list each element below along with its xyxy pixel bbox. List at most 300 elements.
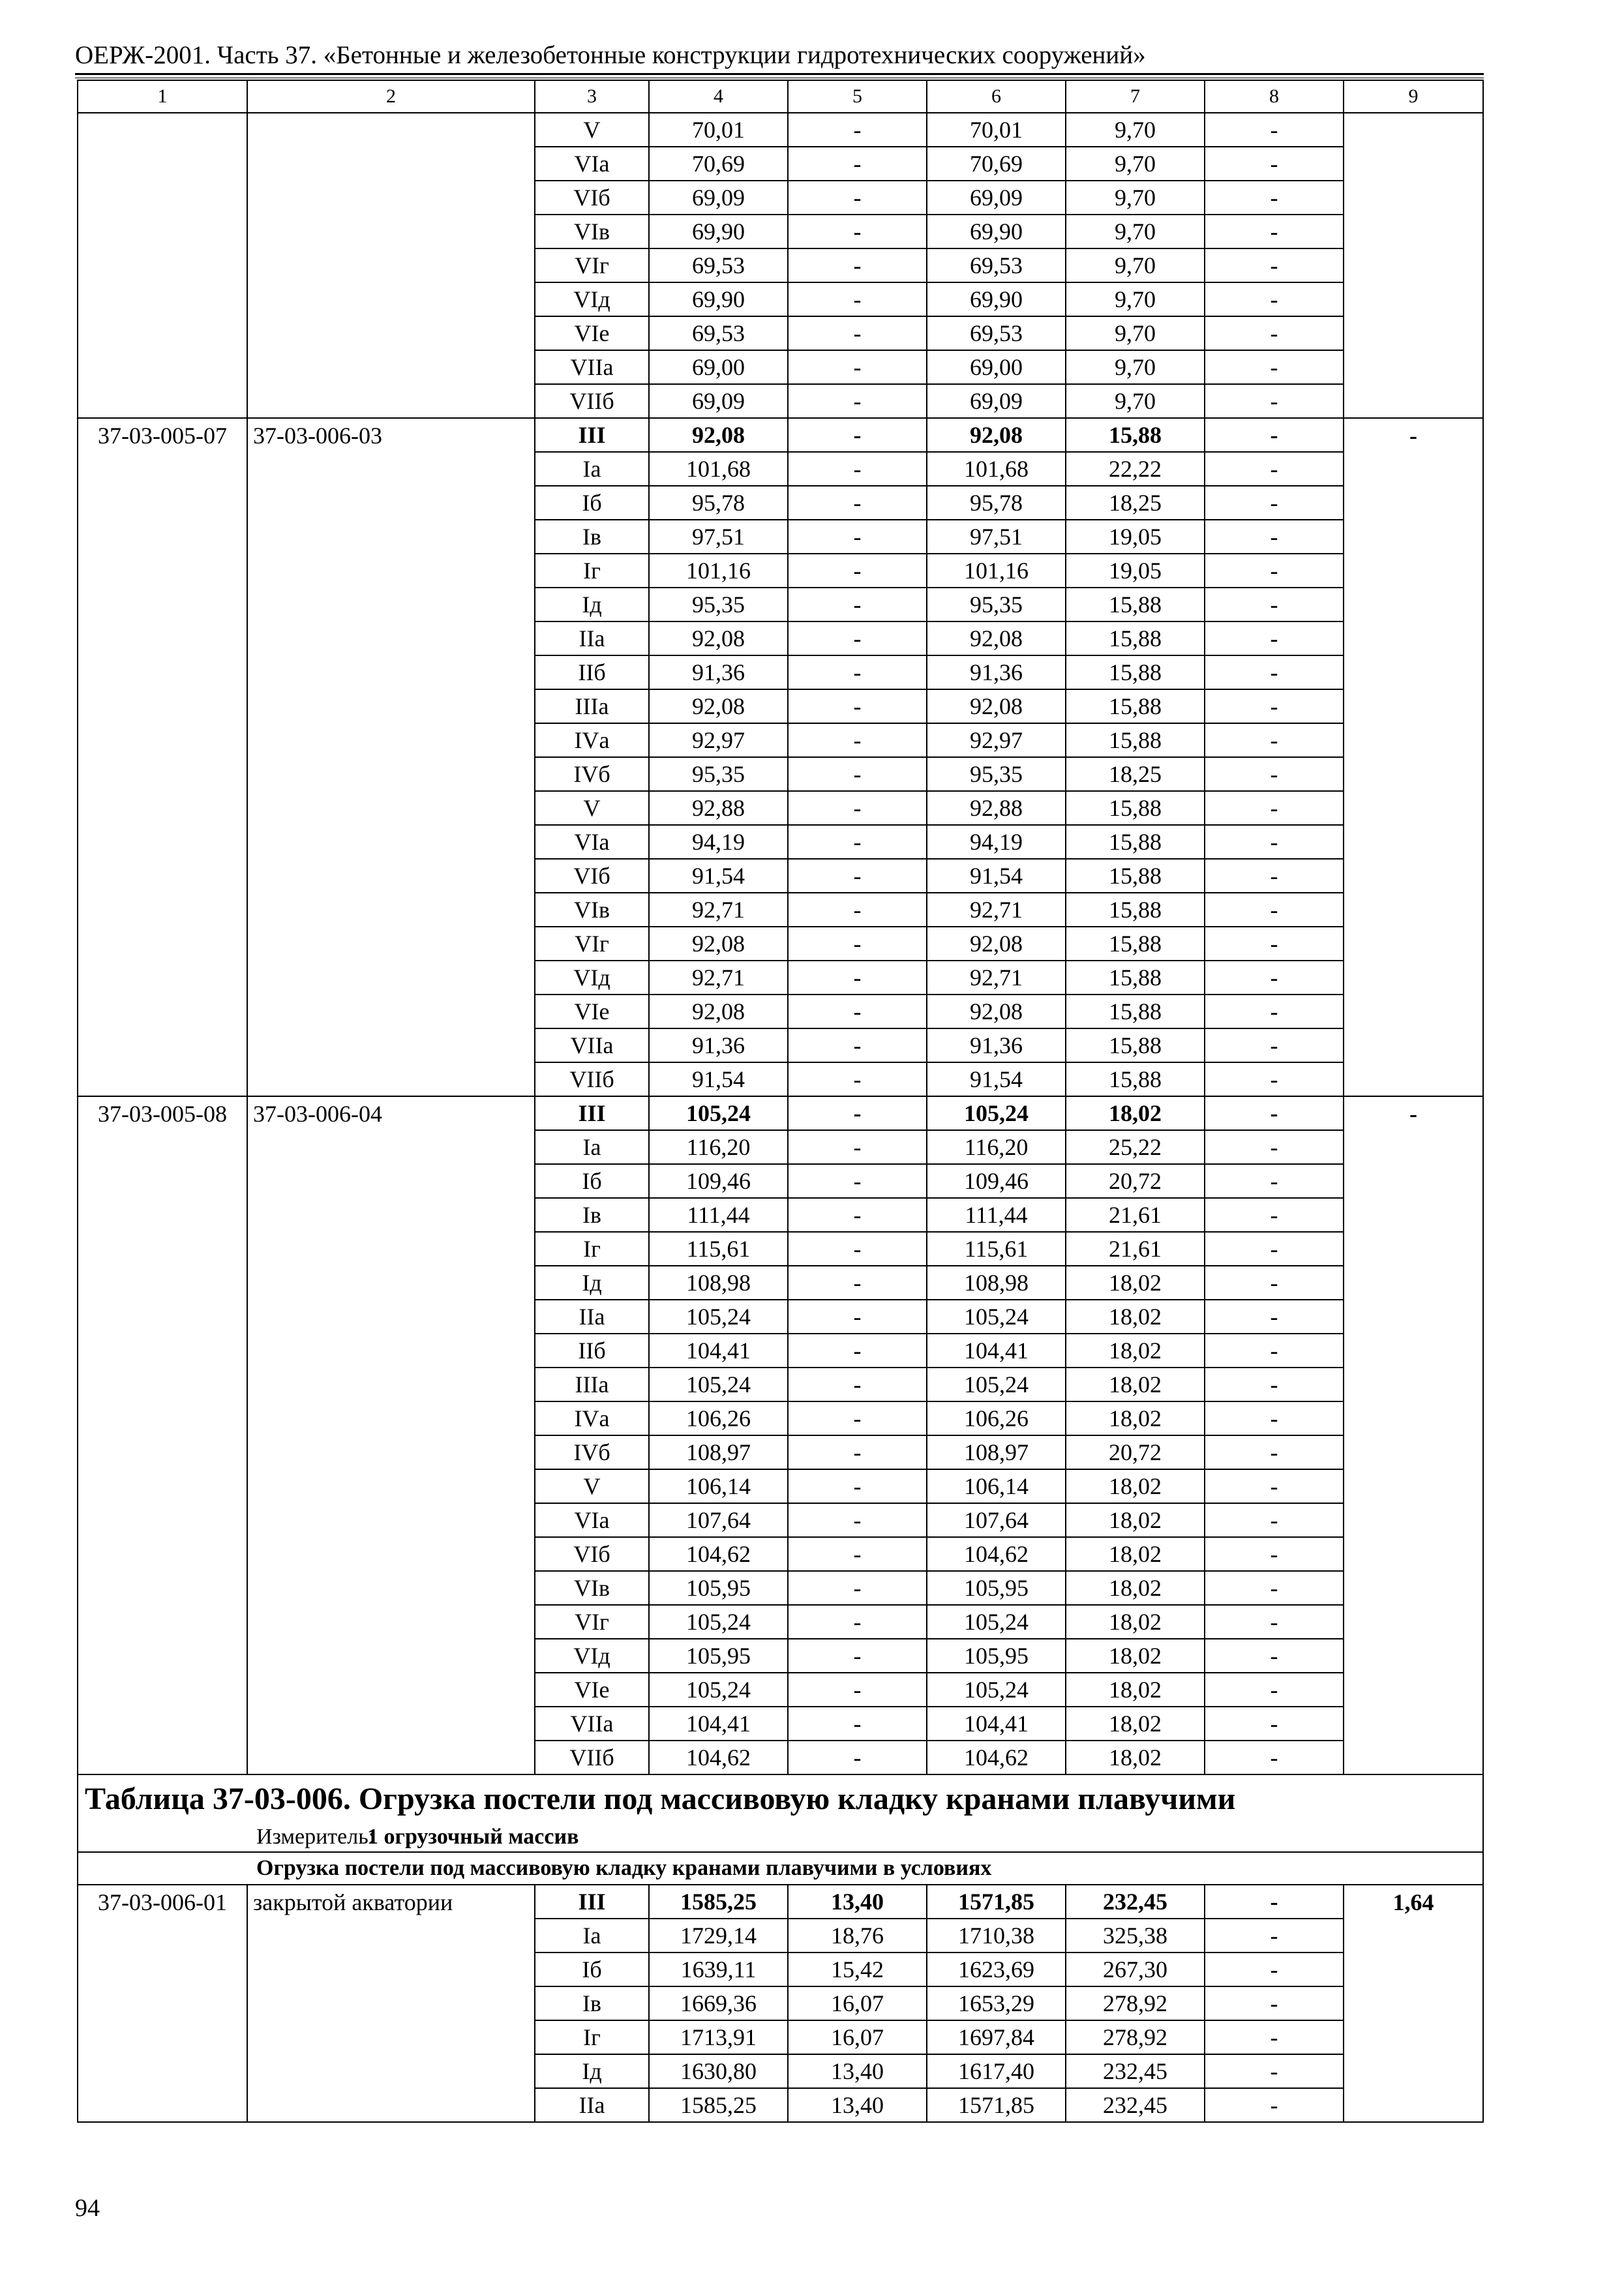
value-cell: - [788, 893, 927, 927]
value-cell: 18,02 [1066, 1571, 1205, 1605]
value-cell: - [788, 723, 927, 757]
value-cell: - [788, 1571, 927, 1605]
value-cell: 1729,14 [649, 1919, 788, 1952]
value-cell: 101,16 [927, 554, 1066, 588]
value-cell: 95,35 [649, 588, 788, 621]
work-code-cell: 37-03-006-04 [247, 1096, 535, 1774]
value-cell: - [1205, 2054, 1344, 2088]
value-cell: 106,14 [649, 1469, 788, 1503]
value-cell: V [535, 1469, 649, 1503]
value-cell: - [1205, 791, 1344, 825]
value-cell: - [788, 1707, 927, 1741]
value-cell: 15,88 [1066, 621, 1205, 655]
value-cell: VIе [535, 316, 649, 350]
table-title-row [78, 1774, 1483, 1822]
value-cell: VIа [535, 825, 649, 859]
value-cell: 69,09 [649, 384, 788, 418]
value-cell: 116,20 [649, 1130, 788, 1164]
value-cell: - [1205, 961, 1344, 995]
value-cell: - [1205, 1232, 1344, 1266]
value-cell: VIг [535, 927, 649, 961]
value-cell: 20,72 [1066, 1164, 1205, 1198]
value-cell: 9,70 [1066, 147, 1205, 181]
value-cell: 18,02 [1066, 1673, 1205, 1707]
value-cell: 91,54 [927, 1062, 1066, 1096]
value-cell: 104,62 [927, 1741, 1066, 1774]
value-cell: VIв [535, 1571, 649, 1605]
value-cell: - [1205, 995, 1344, 1028]
value-cell: 95,35 [927, 757, 1066, 791]
value-cell: 92,08 [927, 927, 1066, 961]
value-cell: - [1205, 520, 1344, 554]
value-cell: 95,35 [649, 757, 788, 791]
value-cell: 104,41 [649, 1334, 788, 1368]
value-cell: - [788, 1435, 927, 1469]
value-cell: - [788, 1198, 927, 1232]
value-cell: 15,88 [1066, 995, 1205, 1028]
value-cell: 105,24 [649, 1096, 788, 1130]
value-cell: - [1205, 588, 1344, 621]
value-cell: 69,53 [649, 316, 788, 350]
value-cell: - [1205, 384, 1344, 418]
value-cell: - [1205, 316, 1344, 350]
value-cell: - [1205, 927, 1344, 961]
value-cell: IIб [535, 1334, 649, 1368]
value-cell: 21,61 [1066, 1198, 1205, 1232]
value-cell: - [1205, 418, 1344, 452]
value-cell: - [1205, 1986, 1344, 2020]
value-cell: VIд [535, 1639, 649, 1673]
column-number: 6 [927, 80, 1066, 113]
value-cell: - [788, 1028, 927, 1062]
page-header: ОЕРЖ-2001. Часть 37. «Бетонные и железобетонные конструкции гидротехнических сооружений» [75, 41, 1146, 69]
value-cell: 92,08 [927, 621, 1066, 655]
value-cell: 94,19 [927, 825, 1066, 859]
value-cell: 92,71 [927, 893, 1066, 927]
value-cell: V [535, 791, 649, 825]
value-cell: - [1205, 1673, 1344, 1707]
value-cell: - [1205, 1096, 1344, 1130]
value-cell: 19,05 [1066, 520, 1205, 554]
value-cell: 325,38 [1066, 1919, 1205, 1952]
value-cell: 15,88 [1066, 961, 1205, 995]
value-cell: 16,07 [788, 1986, 927, 2020]
value-cell: 101,68 [649, 452, 788, 486]
value-cell: 91,36 [649, 655, 788, 689]
value-cell: 91,54 [649, 859, 788, 893]
value-cell: 107,64 [927, 1503, 1066, 1537]
value-cell: 106,26 [927, 1401, 1066, 1435]
value-cell: - [788, 757, 927, 791]
measure-cell [78, 1822, 1483, 1852]
value-cell: VIIа [535, 1028, 649, 1062]
value-cell: - [788, 927, 927, 961]
value-cell: 15,42 [788, 1952, 927, 1986]
value-cell: VIIб [535, 384, 649, 418]
value-cell: 92,08 [649, 995, 788, 1028]
value-cell: 104,62 [927, 1537, 1066, 1571]
measure-row [78, 1822, 1483, 1852]
value-cell: 18,02 [1066, 1741, 1205, 1774]
value-cell: 1710,38 [927, 1919, 1066, 1952]
value-cell: 18,02 [1066, 1401, 1205, 1435]
value-cell: 232,45 [1066, 1885, 1205, 1919]
value-cell: 69,09 [649, 181, 788, 215]
value-cell: 107,64 [649, 1503, 788, 1537]
value-cell: 18,02 [1066, 1300, 1205, 1334]
work-code-cell: 37-03-006-03 [247, 418, 535, 1096]
value-cell: 15,88 [1066, 655, 1205, 689]
value-cell: IVб [535, 757, 649, 791]
header-rule [75, 73, 1484, 75]
value-cell: - [1205, 1062, 1344, 1096]
measure-value: 1 огрузочный массив [367, 1824, 579, 1849]
value-cell: - [788, 1266, 927, 1300]
value-cell: 69,53 [649, 248, 788, 282]
column-number: 5 [788, 80, 927, 113]
value-cell: 18,02 [1066, 1605, 1205, 1639]
value-cell: 92,71 [649, 893, 788, 927]
value-cell: 232,45 [1066, 2054, 1205, 2088]
value-cell: - [1205, 1639, 1344, 1673]
value-cell: 1669,36 [649, 1986, 788, 2020]
value-cell: - [1205, 282, 1344, 316]
value-cell: Iа [535, 1130, 649, 1164]
value-cell: 91,36 [649, 1028, 788, 1062]
value-cell: IIб [535, 655, 649, 689]
value-cell: 105,95 [927, 1639, 1066, 1673]
value-cell: - [788, 1673, 927, 1707]
value-cell: 105,24 [649, 1673, 788, 1707]
column-number: 2 [247, 80, 535, 113]
value-cell: - [788, 1741, 927, 1774]
value-cell: 15,88 [1066, 588, 1205, 621]
value-cell: - [1205, 1469, 1344, 1503]
value-cell: - [1205, 486, 1344, 520]
value-cell: 1653,29 [927, 1986, 1066, 2020]
value-cell: 1630,80 [649, 2054, 788, 2088]
value-cell: 20,72 [1066, 1435, 1205, 1469]
value-cell: 104,41 [927, 1334, 1066, 1368]
value-cell: Iв [535, 1986, 649, 2020]
page-number: 94 [75, 2194, 100, 2222]
value-cell: 95,78 [927, 486, 1066, 520]
value-cell: IIIа [535, 689, 649, 723]
value-cell: - [1205, 1503, 1344, 1537]
value-cell: 106,26 [649, 1401, 788, 1435]
value-cell: 16,07 [788, 2020, 927, 2054]
value-cell: Iб [535, 486, 649, 520]
value-cell: VIIб [535, 1062, 649, 1096]
value-cell: 9,70 [1066, 113, 1205, 147]
value-cell: - [1205, 1164, 1344, 1198]
rates-table [77, 80, 1484, 2123]
table-title: Таблица 37-03-006. Огрузка постели под массивовую кладку кранами плавучими [78, 1774, 1483, 1822]
value-cell: VIг [535, 1605, 649, 1639]
value-cell: 9,70 [1066, 282, 1205, 316]
value-cell: 109,46 [927, 1164, 1066, 1198]
rate-code-cell: 37-03-006-01 [78, 1885, 247, 2122]
value-cell: Iв [535, 1198, 649, 1232]
value-cell: 91,54 [927, 859, 1066, 893]
value-cell: 278,92 [1066, 1986, 1205, 2020]
value-cell: 94,19 [649, 825, 788, 859]
value-cell: 105,24 [927, 1096, 1066, 1130]
value-cell: VIа [535, 147, 649, 181]
value-cell: 97,51 [649, 520, 788, 554]
value-cell: 92,08 [927, 418, 1066, 452]
value-cell: 92,97 [927, 723, 1066, 757]
value-cell: III [535, 1096, 649, 1130]
value-cell: VIа [535, 1503, 649, 1537]
value-cell: 91,36 [927, 655, 1066, 689]
value-cell: Iг [535, 2020, 649, 2054]
value-cell: 9,70 [1066, 248, 1205, 282]
value-cell: - [1205, 452, 1344, 486]
value-cell: 91,36 [927, 1028, 1066, 1062]
value-cell: - [788, 1164, 927, 1198]
value-cell: - [1205, 1266, 1344, 1300]
value-cell: VIIа [535, 1707, 649, 1741]
value-cell: VIд [535, 282, 649, 316]
value-cell: - [788, 621, 927, 655]
table-row [78, 418, 1483, 452]
value-cell: 101,68 [927, 452, 1066, 486]
value-cell: 104,62 [649, 1741, 788, 1774]
value-cell: - [1205, 350, 1344, 384]
value-cell: V [535, 113, 649, 147]
value-cell: - [788, 113, 927, 147]
value-cell: 69,90 [927, 215, 1066, 248]
value-cell: 115,61 [927, 1232, 1066, 1266]
value-cell: 101,16 [649, 554, 788, 588]
value-cell: VIIб [535, 1741, 649, 1774]
value-cell: - [1205, 757, 1344, 791]
value-cell: IVа [535, 1401, 649, 1435]
value-cell: - [1205, 1741, 1344, 1774]
value-cell: III [535, 1885, 649, 1919]
value-cell: - [788, 1469, 927, 1503]
value-cell: 267,30 [1066, 1952, 1205, 1986]
value-cell: - [788, 282, 927, 316]
value-cell: 25,22 [1066, 1130, 1205, 1164]
value-cell: - [1205, 1334, 1344, 1368]
value-cell: - [1205, 1028, 1344, 1062]
value-cell: - [1205, 859, 1344, 893]
value-cell: III [535, 418, 649, 452]
rates-table-body [78, 80, 1483, 2122]
value-cell: 69,00 [927, 350, 1066, 384]
value-cell: 69,90 [649, 215, 788, 248]
value-cell: 15,88 [1066, 927, 1205, 961]
value-cell: 18,76 [788, 1919, 927, 1952]
value-cell: Iа [535, 452, 649, 486]
value-cell: 105,24 [927, 1673, 1066, 1707]
value-cell: Iа [535, 1919, 649, 1952]
value-cell: - [1205, 2020, 1344, 2054]
value-cell: 92,08 [649, 418, 788, 452]
value-cell: - [788, 1232, 927, 1266]
value-cell: 18,02 [1066, 1096, 1205, 1130]
value-cell: - [788, 825, 927, 859]
value-cell: 18,02 [1066, 1469, 1205, 1503]
value-cell: IIа [535, 1300, 649, 1334]
value-cell: 105,95 [649, 1571, 788, 1605]
value-cell: 70,01 [927, 113, 1066, 147]
value-cell: VIе [535, 1673, 649, 1707]
value-cell: - [1205, 215, 1344, 248]
value-cell: 70,69 [927, 147, 1066, 181]
value-cell: 13,40 [788, 2054, 927, 2088]
value-cell: 9,70 [1066, 350, 1205, 384]
value-cell: 70,69 [649, 147, 788, 181]
value-cell: 21,61 [1066, 1232, 1205, 1266]
value-cell: 92,08 [649, 689, 788, 723]
value-cell: 111,44 [927, 1198, 1066, 1232]
rate-code-cell: 37-03-005-08 [78, 1096, 247, 1774]
value-cell: Iд [535, 1266, 649, 1300]
col9-cell [1344, 113, 1483, 418]
value-cell: 9,70 [1066, 384, 1205, 418]
value-cell: 105,24 [649, 1368, 788, 1401]
work-code-cell [247, 113, 535, 418]
value-cell: - [1205, 1401, 1344, 1435]
value-cell: 1617,40 [927, 2054, 1066, 2088]
value-cell: - [788, 350, 927, 384]
value-cell: - [1205, 1952, 1344, 1986]
value-cell: 108,98 [927, 1266, 1066, 1300]
value-cell: IIIа [535, 1368, 649, 1401]
value-cell: 105,24 [927, 1368, 1066, 1401]
value-cell: - [788, 689, 927, 723]
value-cell: 69,90 [649, 282, 788, 316]
value-cell: 105,24 [927, 1605, 1066, 1639]
value-cell: Iб [535, 1952, 649, 1986]
value-cell: 92,88 [649, 791, 788, 825]
value-cell: - [788, 520, 927, 554]
value-cell: - [1205, 723, 1344, 757]
value-cell: - [788, 181, 927, 215]
value-cell: 69,00 [649, 350, 788, 384]
value-cell: 232,45 [1066, 2088, 1205, 2122]
value-cell: 15,88 [1066, 1028, 1205, 1062]
value-cell: - [788, 961, 927, 995]
value-cell: 18,02 [1066, 1266, 1205, 1300]
value-cell: - [788, 1401, 927, 1435]
value-cell: VIIа [535, 350, 649, 384]
value-cell: - [788, 452, 927, 486]
section-title-row [78, 1852, 1483, 1885]
value-cell: 18,02 [1066, 1537, 1205, 1571]
value-cell: 92,08 [927, 689, 1066, 723]
value-cell: - [788, 1639, 927, 1673]
value-cell: 95,35 [927, 588, 1066, 621]
value-cell: 18,25 [1066, 486, 1205, 520]
value-cell: 95,78 [649, 486, 788, 520]
column-number: 9 [1344, 80, 1483, 113]
value-cell: VIд [535, 961, 649, 995]
value-cell: VIв [535, 215, 649, 248]
value-cell: IIа [535, 2088, 649, 2122]
value-cell: 1639,11 [649, 1952, 788, 1986]
rate-code-cell [78, 113, 247, 418]
col9-cell: - [1344, 418, 1483, 1096]
value-cell: - [1205, 1130, 1344, 1164]
value-cell: - [1205, 248, 1344, 282]
value-cell: - [1205, 1571, 1344, 1605]
value-cell: 18,02 [1066, 1707, 1205, 1741]
value-cell: - [788, 588, 927, 621]
value-cell: 15,88 [1066, 418, 1205, 452]
value-cell: 1623,69 [927, 1952, 1066, 1986]
value-cell: Iд [535, 588, 649, 621]
value-cell: 69,53 [927, 248, 1066, 282]
value-cell: 69,09 [927, 181, 1066, 215]
value-cell: 15,88 [1066, 1062, 1205, 1096]
value-cell: - [1205, 893, 1344, 927]
value-cell: 15,88 [1066, 791, 1205, 825]
value-cell: - [1205, 1435, 1344, 1469]
measure-label: Измеритель: [256, 1824, 375, 1849]
value-cell: - [788, 486, 927, 520]
value-cell: - [788, 215, 927, 248]
value-cell: 97,51 [927, 520, 1066, 554]
value-cell: 1571,85 [927, 1885, 1066, 1919]
value-cell: 18,02 [1066, 1639, 1205, 1673]
value-cell: 116,20 [927, 1130, 1066, 1164]
value-cell: - [788, 554, 927, 588]
value-cell: 22,22 [1066, 452, 1205, 486]
value-cell: - [1205, 1707, 1344, 1741]
value-cell: 109,46 [649, 1164, 788, 1198]
value-cell: 69,09 [927, 384, 1066, 418]
value-cell: Iд [535, 2054, 649, 2088]
value-cell: 15,88 [1066, 689, 1205, 723]
value-cell: - [788, 147, 927, 181]
value-cell: 92,08 [649, 927, 788, 961]
value-cell: 1585,25 [649, 1885, 788, 1919]
value-cell: 9,70 [1066, 316, 1205, 350]
value-cell: 70,01 [649, 113, 788, 147]
value-cell: - [788, 1605, 927, 1639]
table-row [78, 1096, 1483, 1130]
rate-code-cell: 37-03-005-07 [78, 418, 247, 1096]
value-cell: - [1205, 1605, 1344, 1639]
value-cell: Iб [535, 1164, 649, 1198]
value-cell: 92,97 [649, 723, 788, 757]
value-cell: - [1205, 2088, 1344, 2122]
value-cell: - [788, 791, 927, 825]
value-cell: - [788, 1130, 927, 1164]
value-cell: 1571,85 [927, 2088, 1066, 2122]
value-cell: - [788, 1300, 927, 1334]
value-cell: Iг [535, 554, 649, 588]
value-cell: IIа [535, 621, 649, 655]
value-cell: - [788, 1334, 927, 1368]
value-cell: 1585,25 [649, 2088, 788, 2122]
value-cell: 105,95 [927, 1571, 1066, 1605]
value-cell: 104,41 [649, 1707, 788, 1741]
value-cell: 1713,91 [649, 2020, 788, 2054]
value-cell: - [1205, 655, 1344, 689]
value-cell: - [1205, 1537, 1344, 1571]
column-number: 8 [1205, 80, 1344, 113]
value-cell: 91,54 [649, 1062, 788, 1096]
value-cell: 9,70 [1066, 181, 1205, 215]
value-cell: VIб [535, 181, 649, 215]
value-cell: Iв [535, 520, 649, 554]
value-cell: - [788, 859, 927, 893]
